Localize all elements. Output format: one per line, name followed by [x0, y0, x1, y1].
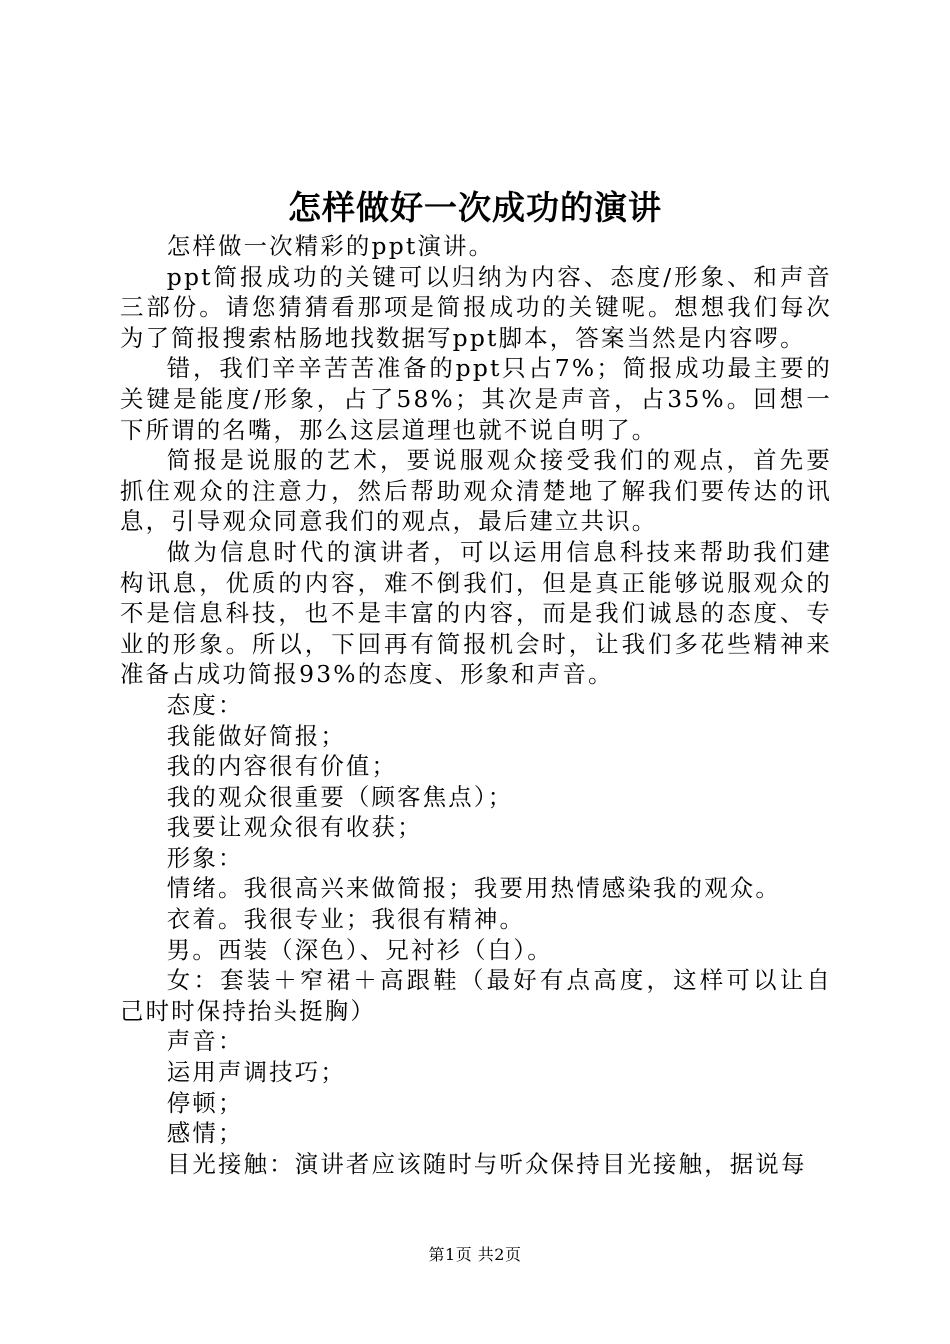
paragraph: 做为信息时代的演讲者，可以运用信息科技来帮助我们建构讯息，优质的内容，难不倒我们，但是真正能够说服观众的不是信息科技，也不是丰富的内容，而是我们诚恳的态度、专业的形象。所以，下回再有简报机会时，让我们多花些精神来准备占成功简报93%的态度、形象和声音。: [120, 537, 832, 689]
section-heading-image: 形象：: [166, 843, 244, 872]
page-footer: 第1页 共2页: [428, 1245, 522, 1264]
document-title: 怎样做好一次成功的演讲: [288, 188, 662, 227]
paragraph: ppt简报成功的关键可以归纳为内容、态度/形象、和声音三部份。请您猜猜看那项是简报成功的关键呢。想想我们每次为了简报搜索枯肠地找数据写ppt脚本，答案当然是内容啰。: [120, 262, 832, 352]
list-item: 我的观众很重要（顾客焦点）；: [166, 782, 514, 811]
list-item: 我能做好简报；: [166, 721, 346, 750]
list-item: 男。西装（深色）、兄衬衫（白）。: [166, 935, 553, 964]
paragraph: 简报是说服的艺术，要说服观众接受我们的观点，首先要抓住观众的注意力，然后帮助观众清楚地了解我们要传达的讯息，引导观众同意我们的观点，最后建立共识。: [120, 446, 832, 536]
list-item: 停顿；: [166, 1088, 244, 1117]
list-item: 感情；: [166, 1119, 244, 1148]
list-item: 运用声调技巧；: [166, 1058, 346, 1087]
list-item: 我的内容很有价值；: [166, 752, 398, 781]
list-item: 情绪。我很高兴来做简报；我要用热情感染我的观众。: [166, 874, 781, 903]
document-body: [120, 231, 832, 1179]
paragraph: 怎样做一次精彩的ppt演讲。: [166, 232, 495, 260]
paragraph: 错，我们辛辛苦苦准备的ppt只占7%；简报成功最主要的关键是能度/形象，占了58%；其次是声音，占35%。回想一下所谓的名嘴，那么这层道理也就不说自明了。: [120, 354, 832, 444]
list-item: 女：套装＋窄裙＋高跟鞋（最好有点高度，这样可以让自己时时保持抬头挺胸）: [120, 966, 832, 1025]
list-item: 衣着。我很专业；我很有精神。: [166, 905, 526, 934]
paragraph: 目光接触：演讲者应该随时与听众保持目光接触，据说每: [166, 1149, 807, 1178]
section-heading-attitude: 态度：: [166, 690, 244, 719]
list-item: 我要让观众很有收获；: [166, 813, 423, 842]
section-heading-voice: 声音：: [166, 1027, 244, 1056]
